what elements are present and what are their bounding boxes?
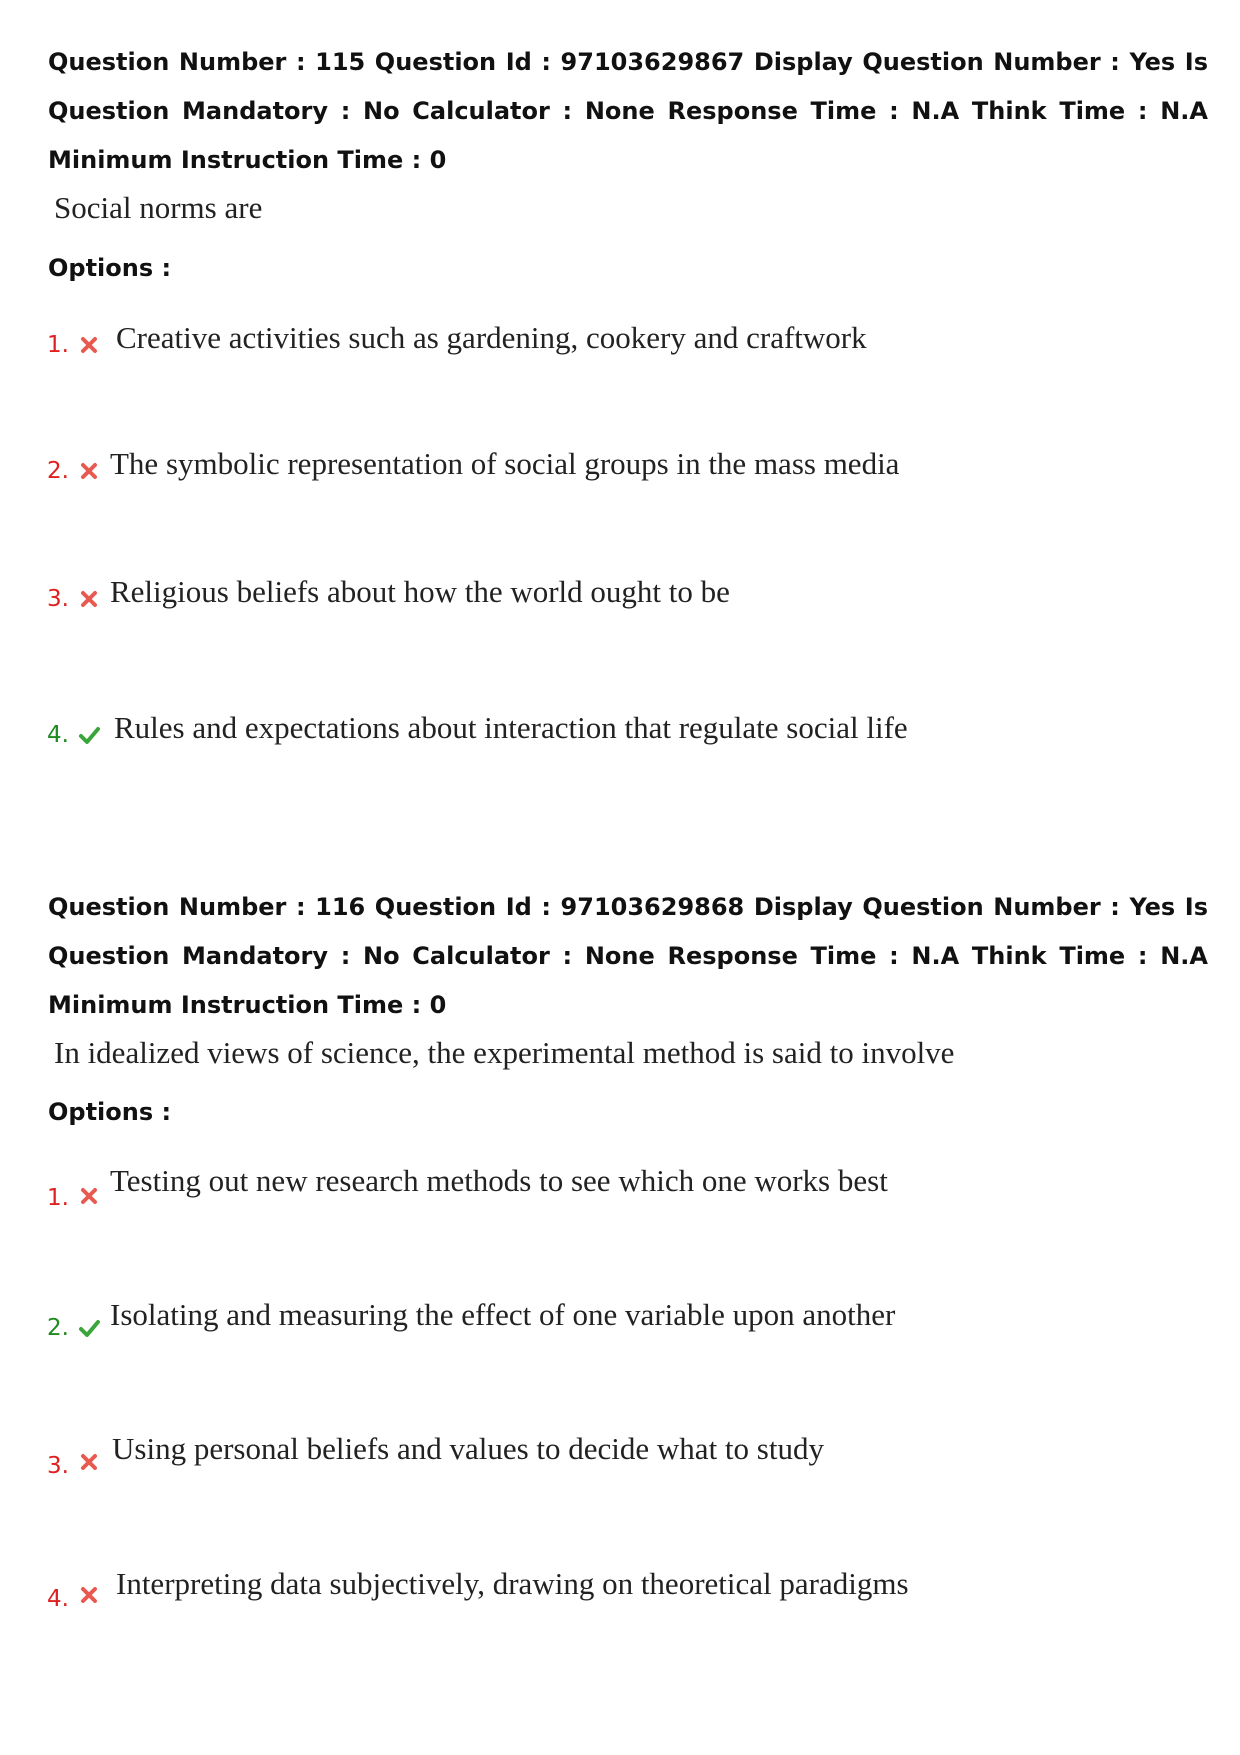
option-number: 3.	[47, 1453, 69, 1479]
option-text: Creative activities such as gardening, cookery and craftwork	[116, 320, 867, 355]
option-4	[0, 1566, 1240, 1612]
check-icon	[78, 724, 100, 746]
question-stem: Social norms are	[54, 190, 263, 225]
option-number: 2.	[47, 1315, 69, 1341]
cross-icon	[78, 1584, 100, 1606]
check-icon	[78, 1317, 100, 1339]
option-1	[0, 1163, 1240, 1211]
option-text: Interpreting data subjectively, drawing on theoretical paradigms	[116, 1566, 909, 1601]
option-number: 4.	[47, 722, 69, 748]
option-text: Using personal beliefs and values to decide what to study	[112, 1431, 824, 1466]
option-number: 1.	[47, 1185, 69, 1211]
option-text: The symbolic representation of social groups in the mass media	[110, 446, 900, 481]
option-number: 1.	[47, 332, 69, 358]
cross-icon	[78, 1185, 100, 1207]
option-text: Isolating and measuring the effect of one variable upon another	[110, 1297, 896, 1332]
question-meta: Question Number : 115 Question Id : 97103629867 Display Question Number : Yes Is Question Mandatory : No Calculator : None Response Time : N.A Think Time : N.A Minimum Instruction Time : 0	[48, 48, 1208, 174]
option-3	[0, 1431, 1240, 1479]
option-3	[0, 574, 1240, 614]
question-meta: Question Number : 116 Question Id : 97103629868 Display Question Number : Yes Is Question Mandatory : No Calculator : None Response Time : N.A Think Time : N.A Minimum Instruction Time : 0	[48, 893, 1208, 1019]
cross-icon	[78, 460, 100, 482]
option-number: 3.	[47, 586, 69, 612]
option-text: Rules and expectations about interaction that regulate social life	[114, 710, 908, 745]
cross-icon	[78, 334, 100, 356]
option-4	[0, 710, 1240, 750]
cross-icon	[78, 1451, 100, 1473]
option-2	[0, 446, 1240, 486]
cross-icon	[78, 588, 100, 610]
option-2	[0, 1297, 1240, 1341]
option-text: Testing out new research methods to see which one works best	[110, 1163, 888, 1198]
question-stem: In idealized views of science, the experimental method is said to involve	[54, 1035, 955, 1070]
option-number: 4.	[47, 1586, 69, 1612]
option-1	[0, 320, 1240, 360]
options-label: Options :	[48, 254, 172, 282]
options-label: Options :	[48, 1098, 172, 1126]
option-text: Religious beliefs about how the world ought to be	[110, 574, 730, 609]
option-number: 2.	[47, 458, 69, 484]
